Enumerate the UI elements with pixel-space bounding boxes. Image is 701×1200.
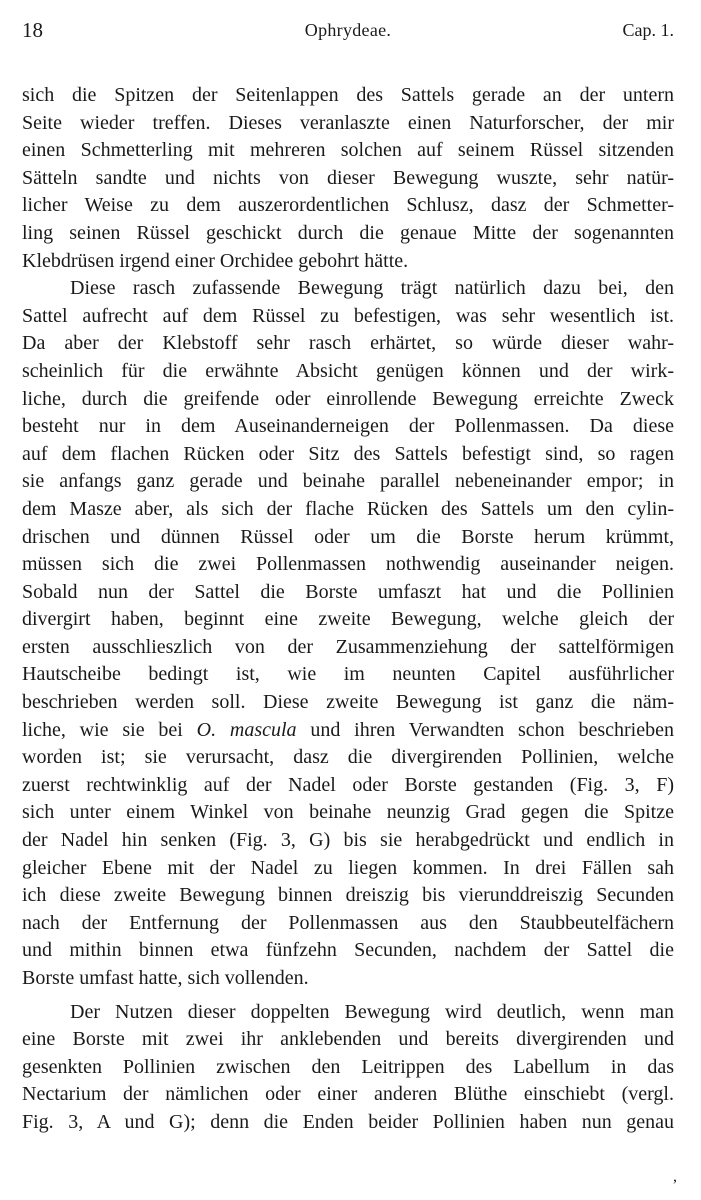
- text-fragment: und ihren Verwandten schon beschrieben: [296, 718, 674, 741]
- text-line: nach der Entfernung der Pollenmassen aus den Staubbeutelfächern: [22, 911, 674, 934]
- text-line: müssen sich die zwei Pollenmassen nothwendig auseinander neigen.: [22, 553, 674, 576]
- text-line: ling seinen Rüssel geschickt durch die genaue Mitte der sogenannten: [22, 221, 674, 244]
- text-line: gesenkten Pollinien zwischen den Leitrippen des Labellum in das: [22, 1055, 674, 1078]
- text-line: Borste umfast hatte, sich vollenden.: [22, 967, 309, 989]
- text-fragment: liche, wie sie bei: [22, 718, 197, 741]
- text-line: eine Borste mit zwei ihr anklebenden und bereits divergirenden und: [22, 1028, 674, 1051]
- section-title: Ophrydeae.: [304, 20, 392, 40]
- text-line: der Nadel hin senken (Fig. 3, G) bis sie herabgedrückt und endlich in: [22, 829, 674, 852]
- text-line: sich die Spitzen der Seitenlappen des Sattels gerade an der untern: [22, 84, 674, 106]
- text-line: und mithin binnen etwa fünfzehn Secunden, nachdem der Sattel die: [22, 939, 674, 962]
- text-line: Nectarium der nämlichen oder einer anderen Blüthe einschiebt (vergl.: [22, 1083, 674, 1106]
- text-line: Sattel aufrecht auf dem Rüssel zu befestigen, was sehr wesentlich ist.: [22, 304, 674, 327]
- text-line: ersten ausschlieszlich von der Zusammenziehung der sattelförmigen: [22, 635, 674, 658]
- text-line: gleicher Ebene mit der Nadel zu liegen kommen. In drei Fällen sah: [22, 856, 674, 879]
- footer-mark: ,: [673, 1168, 677, 1185]
- text-line: ich diese zweite Bewegung binnen dreiszig bis vierunddreiszig Secunden: [22, 884, 674, 907]
- page-number: 18: [22, 18, 43, 42]
- text-line: Da aber der Klebstoff sehr rasch erhärtet, so würde dieser wahr-: [22, 332, 674, 355]
- text-line: beschrieben werden soll. Diese zweite Bewegung ist ganz die näm-: [22, 691, 674, 714]
- text-line: sich unter einem Winkel von beinahe neunzig Grad gegen die Spitze: [22, 801, 674, 824]
- paragraph-1: [22, 82, 674, 275]
- text-line: Sätteln sandte und nichts von dieser Bewegung wuszte, sehr natür-: [22, 166, 674, 189]
- text-line: Sobald nun der Sattel die Borste umfaszt hat und die Pollinien: [22, 580, 674, 603]
- text-line: Seite wieder treffen. Dieses veranlaszte einen Naturforscher, der mir: [22, 111, 674, 134]
- paragraph-2: [22, 275, 674, 992]
- text-line: drischen und dünnen Rüssel oder um die Borste herum krümmt,: [22, 525, 674, 548]
- text-line: liche, durch die greifende oder einrollende Bewegung erreichte Zweck: [22, 387, 674, 410]
- text-line: Der Nutzen dieser doppelten Bewegung wird deutlich, wenn man: [70, 1000, 674, 1023]
- paragraph-3: [22, 999, 674, 1137]
- body-text: [22, 82, 674, 1137]
- running-head: [22, 18, 674, 52]
- text-line: auf dem flachen Rücken oder Sitz des Sattels befestigt sind, so ragen: [22, 442, 674, 465]
- text-line: besteht nur in dem Auseinanderneigen der Pollenmassen. Da diese: [22, 415, 674, 438]
- book-page: [22, 18, 674, 1137]
- text-line: sie anfangs ganz gerade und beinahe parallel nebeneinander empor; in: [22, 470, 674, 493]
- text-line: Klebdrüsen irgend einer Orchidee gebohrt hätte.: [22, 249, 409, 272]
- text-line: dem Masze aber, als sich der flache Rücken des Sattels um den cylin-: [22, 497, 674, 520]
- text-line: licher Weise zu dem auszerordentlichen Schlusz, dasz der Schmetter-: [22, 194, 674, 217]
- text-line: worden ist; sie verursacht, dasz die divergirenden Pollinien, welche: [22, 746, 674, 769]
- text-line: einen Schmetterling mit mehreren solchen auf seinem Rüssel sitzenden: [22, 139, 674, 162]
- text-line: zuerst rechtwinklig auf der Nadel oder Borste gestanden (Fig. 3, F): [22, 773, 674, 796]
- text-line-with-italic: [22, 717, 674, 745]
- text-line: scheinlich für die erwähnte Absicht genügen können und der wirk-: [22, 359, 674, 382]
- text-line: Hautscheibe bedingt ist, wie im neunten Capitel ausführlicher: [22, 663, 674, 686]
- text-line: divergirt haben, beginnt eine zweite Bewegung, welche gleich der: [22, 608, 674, 631]
- chapter-label: Cap. 1.: [622, 20, 674, 40]
- text-line: Fig. 3, A und G); denn die Enden beider Pollinien haben nun genau: [22, 1110, 674, 1133]
- species-name: O. mascula: [196, 718, 297, 741]
- text-line: Diese rasch zufassende Bewegung trägt natürlich dazu bei, den: [70, 277, 674, 300]
